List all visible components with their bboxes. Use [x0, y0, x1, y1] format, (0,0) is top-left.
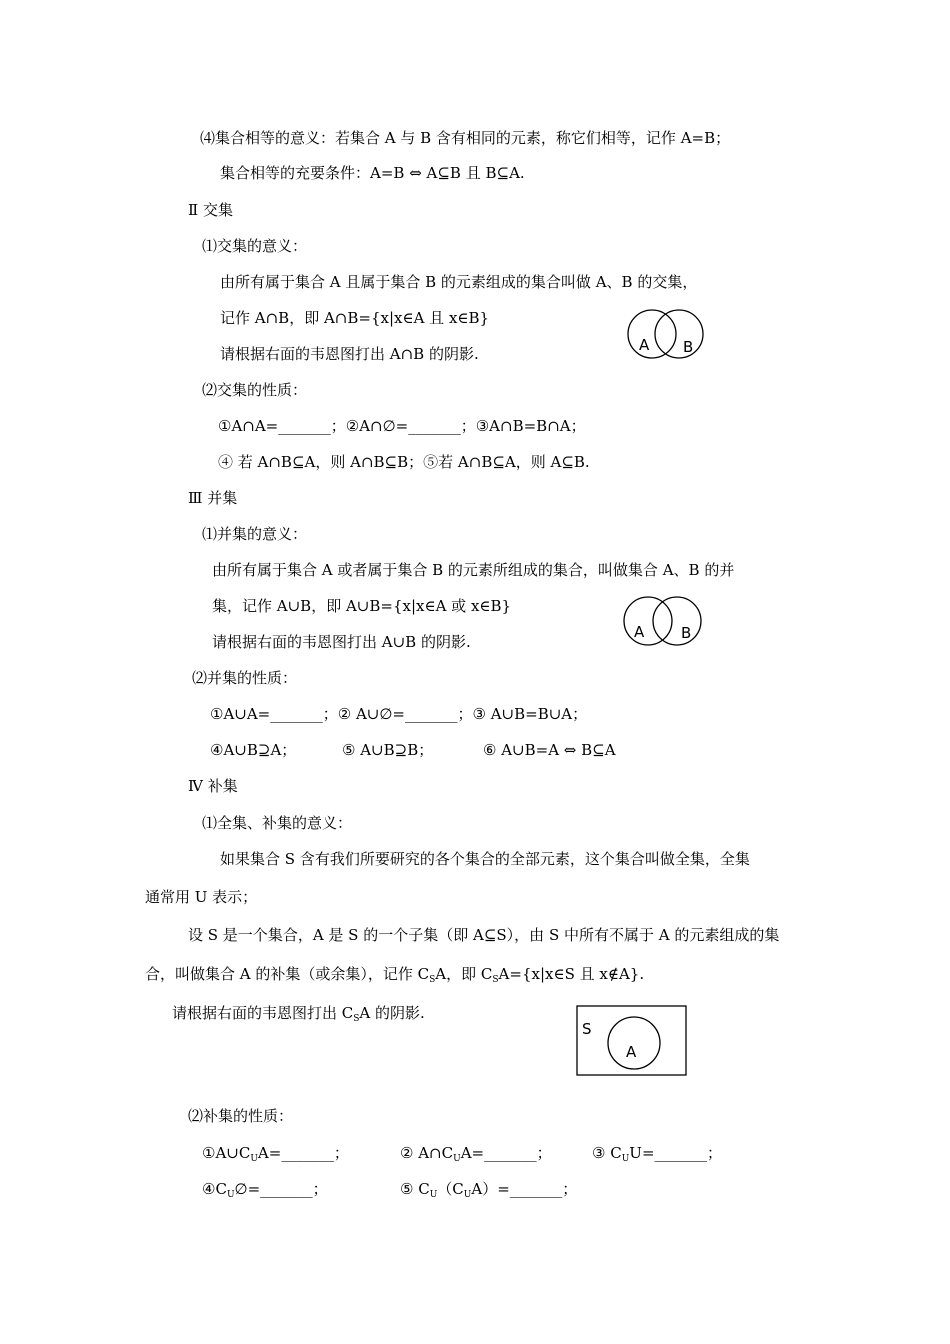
- venn-universal-rect: [577, 1006, 686, 1075]
- venn-circle-a: [624, 597, 672, 645]
- equal-condition: 集合相等的充要条件：A=B ⇔ A⊆B 且 B⊆A.: [220, 164, 525, 182]
- complement-venn-diagram: [576, 1005, 688, 1077]
- complement-para2-line2: 合，叫做集合 A 的补集（或余集），记作 $C_SA$，即 $C_SA=\{x|x\in S$ 且 x∉A}.: [145, 965, 645, 985]
- union-props-line1: ①A∪A=_______；② A∪∅=_______；③ A∪B=B∪A；: [210, 705, 588, 723]
- union-meaning-title: ⑴并集的意义：: [202, 525, 308, 543]
- intersection-props-line2: ④ 若 A∩B⊆A，则 A∩B⊆B；⑤若 A∩B⊆A，则 A⊆B.: [218, 453, 590, 471]
- complement-heading: Ⅳ 补集: [188, 777, 238, 795]
- intersection-heading: Ⅱ 交集: [188, 201, 233, 219]
- venn-label-a: A: [639, 336, 650, 354]
- intersection-venn-diagram: [622, 305, 712, 363]
- complement-prop-5: ⑤ $C_U(C_UA)=\_\_\_\_\_\_\_$；: [400, 1180, 578, 1200]
- union-props-line2-b: ⑤ A∪B⊇B；: [342, 741, 434, 759]
- complement-para1-line2: 通常用 U 表示；: [145, 888, 258, 906]
- venn-circle-a: [628, 310, 676, 358]
- equal-meaning: ⑷集合相等的意义：若集合 A 与 B 含有相同的元素，称它们相等，记作 A=B；: [200, 129, 731, 147]
- complement-meaning-title: ⑴全集、补集的意义：: [202, 814, 353, 832]
- complement-instruction: 请根据右面的韦恩图打出 $C_SA$ 的阴影.: [172, 1004, 425, 1024]
- complement-para2-line1: 设 S 是一个集合，A 是 S 的一个子集（即 A⊆S），由 S 中所有不属于 A 的元素组成的集: [188, 926, 780, 944]
- complement-prop-4: $④C_U\emptyset=\_\_\_\_\_\_\_$；: [202, 1180, 328, 1200]
- union-props-line2-c: ⑥ A∪B=A ⇔ B⊆A: [483, 741, 616, 759]
- complement-para1-line1: 如果集合 S 含有我们所要研究的各个集合的全部元素，这个集合叫做全集，全集: [220, 850, 750, 868]
- venn-label-a: A: [634, 623, 645, 641]
- venn-label-b: B: [681, 624, 692, 642]
- venn-label-s: S: [582, 1020, 592, 1038]
- venn-label-a: A: [626, 1043, 637, 1061]
- intersection-props-line1: ①A∩A=_______；②A∩∅=_______；③A∩B=B∩A；: [218, 417, 586, 435]
- intersection-def-line1: 由所有属于集合 A 且属于集合 B 的元素组成的集合叫做 A、B 的交集，: [220, 273, 698, 291]
- complement-prop-2: ② $A\cap C_UA=\_\_\_\_\_\_\_$；: [400, 1144, 552, 1164]
- complement-prop-1: $①A\cup C_UA=\_\_\_\_\_\_\_$；: [202, 1144, 349, 1164]
- intersection-instruction: 请根据右面的韦恩图打出 A∩B 的阴影.: [220, 345, 479, 363]
- union-def-line2: 集，记作 A∪B，即 A∪B={x|x∈A 或 x∈B}: [212, 597, 512, 615]
- union-props-line2-a: ④A∪B⊇A；: [210, 741, 297, 759]
- intersection-props-title: ⑵交集的性质：: [202, 381, 308, 399]
- complement-props-title: ⑵补集的性质：: [188, 1107, 294, 1125]
- venn-circle-b: [655, 310, 703, 358]
- union-heading: Ⅲ 并集: [188, 489, 238, 507]
- intersection-meaning-title: ⑴交集的意义：: [202, 237, 308, 255]
- venn-circle-b: [653, 597, 701, 645]
- intersection-def-line2: 记作 A∩B，即 A∩B={x|x∈A 且 x∈B}: [220, 309, 490, 327]
- union-props-title: ⑵并集的性质：: [192, 669, 298, 687]
- complement-prop-3: ③ $C_UU=\_\_\_\_\_\_\_$；: [592, 1144, 723, 1164]
- venn-label-b: B: [683, 338, 694, 356]
- union-venn-diagram: [618, 592, 708, 650]
- union-def-line1: 由所有属于集合 A 或者属于集合 B 的元素所组成的集合，叫做集合 A、B 的并: [212, 561, 735, 579]
- union-instruction: 请根据右面的韦恩图打出 A∪B 的阴影.: [212, 633, 471, 651]
